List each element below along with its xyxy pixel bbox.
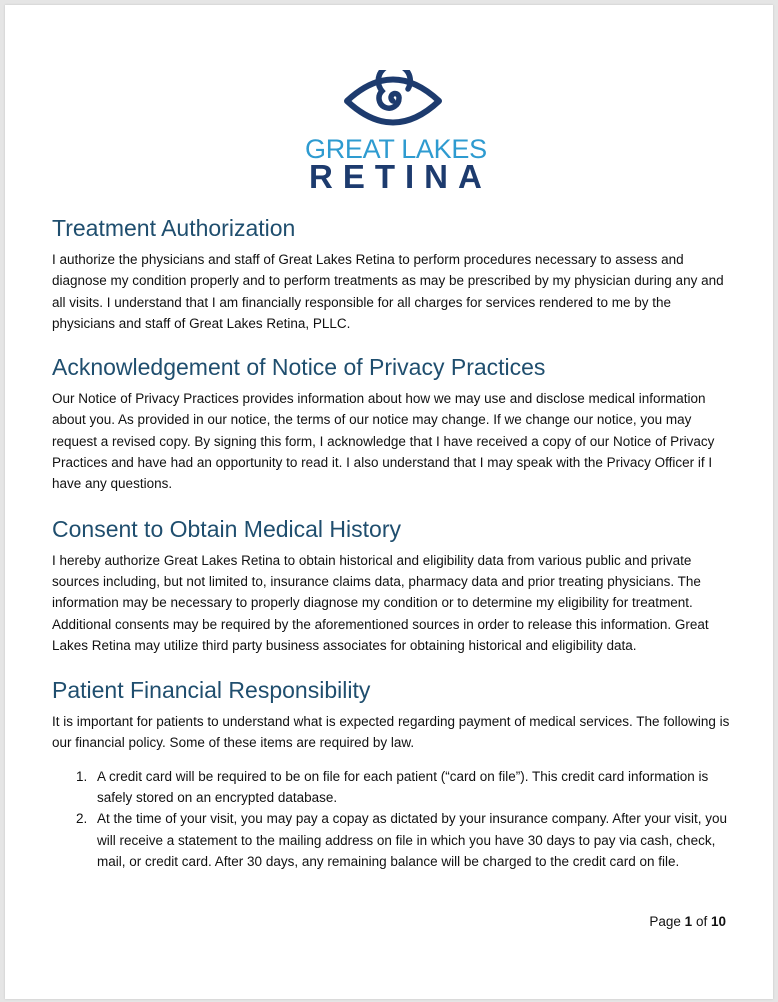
section-financial-responsibility xyxy=(52,675,732,872)
section-heading: Acknowledgement of Notice of Privacy Practices xyxy=(52,354,546,381)
section-body: I hereby authorize Great Lakes Retina to obtain historical and eligibility data from various public and private sources including, but not limited to, insurance claims data, pharmacy data and prior treating physicians. The information may be necessary to properly diagnose my condition or to determine my eligibility for treatment. Additional consents may be required by the aforementioned sources in order to release this information. Great Lakes Retina may utilize third party business associates for obtaining historical and eligibility data. xyxy=(52,552,709,653)
logo-text-line2: RETINA xyxy=(309,158,492,195)
section-heading: Treatment Authorization xyxy=(52,215,296,241)
list-item-text: A credit card will be required to be on file for each patient (“card on file”). This credit card information is safely stored on an encrypted database. xyxy=(97,768,709,806)
of-label: of xyxy=(695,914,708,929)
section-privacy-practices xyxy=(52,352,732,494)
list-item xyxy=(52,766,732,809)
logo-text-line1: GREAT LAKES xyxy=(305,134,487,164)
section-heading: Patient Financial Responsibility xyxy=(52,677,371,704)
eye-spiral-icon xyxy=(343,70,443,132)
list-item-number: 1. xyxy=(76,768,88,784)
document-page xyxy=(5,5,773,999)
section-body: It is important for patients to understand what is expected regarding payment of medical services. The following is our financial policy. Some of these items are required by law. xyxy=(52,714,730,751)
page-label: Page xyxy=(649,914,681,929)
section-heading: Consent to Obtain Medical History xyxy=(52,515,401,542)
section-treatment-authorization xyxy=(52,213,732,334)
current-page-number: 1 xyxy=(684,914,693,929)
total-page-count: 10 xyxy=(710,914,726,929)
list-item-number: 2. xyxy=(76,811,88,827)
section-medical-history-consent xyxy=(52,514,732,656)
list-item xyxy=(52,808,732,872)
logo xyxy=(305,70,492,195)
page-number-footer xyxy=(649,914,726,929)
list-item-text: At the time of your visit, you may pay a copay as dictated by your insurance company. After your visit, you will receive a statement to the mailing address on file in which you have 30 days to pay via cash, check, mail, or credit card. After 30 days, any remaining balance will be charged to the credit card on file. xyxy=(97,811,728,869)
section-body: Our Notice of Privacy Practices provides information about how we may use and disclose medical information about you. As provided in our notice, the terms of our notice may change. If we change our notice, you may request a revised copy. By signing this form, I acknowledge that I have received a copy of our Notice of Privacy Practices and have had an opportunity to read it. I also understand that I may speak with the Privacy Officer if I have any questions. xyxy=(52,391,715,492)
financial-policy-list xyxy=(52,766,732,872)
document-content xyxy=(52,213,732,872)
section-body: I authorize the physicians and staff of Great Lakes Retina to perform procedures necessary to assess and diagnose my condition properly and to perform treatments as may be prescribed by my physician during any and all visits. I understand that I am financially responsible for all charges for services rendered to me by the physicians and staff of Great Lakes Retina, PLLC. xyxy=(52,252,724,331)
